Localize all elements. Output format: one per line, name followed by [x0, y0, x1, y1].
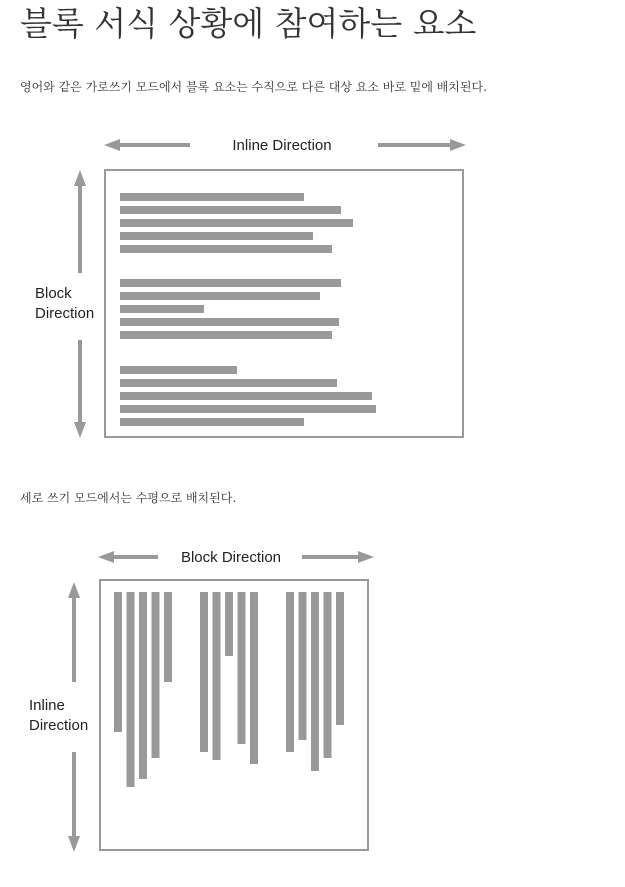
text-line — [120, 232, 313, 240]
inline-direction-label: Inline Direction — [232, 137, 332, 154]
text-column — [127, 592, 135, 787]
text-column — [139, 592, 147, 779]
text-column — [324, 592, 332, 758]
text-line — [120, 331, 332, 339]
block-direction-arrow-up — [74, 170, 86, 273]
text-column — [200, 592, 208, 752]
text-column — [164, 592, 172, 682]
block-direction-label-line1: Block — [35, 285, 72, 302]
text-column — [152, 592, 160, 758]
inline-direction-arrow-left — [104, 139, 190, 151]
text-line — [120, 245, 332, 253]
text-column — [311, 592, 319, 771]
text-line — [120, 193, 304, 201]
text-column — [299, 592, 307, 740]
text-line — [120, 292, 320, 300]
text-column — [238, 592, 246, 744]
block-columns — [114, 592, 344, 787]
text-column — [336, 592, 344, 725]
block-direction-label-line2: Direction — [35, 305, 95, 322]
block-direction-label: Block Direction — [180, 549, 282, 566]
text-line — [120, 279, 341, 287]
inline-direction-arrow-up — [68, 582, 80, 682]
inline-direction-label-line2: Direction — [29, 717, 89, 734]
page-title: 블록 서식 상황에 참여하는 요소 — [20, 4, 477, 43]
vertical-writing-diagram — [0, 540, 625, 870]
text-line — [120, 206, 341, 214]
text-line — [120, 379, 337, 387]
text-line — [120, 305, 204, 313]
inline-direction-label-line1: Inline — [29, 697, 65, 714]
vertical-mode-paragraph: 세로 쓰기 모드에서는 수평으로 배치된다. — [20, 491, 237, 505]
text-column — [286, 592, 294, 752]
text-line — [120, 405, 376, 413]
text-line — [120, 318, 339, 326]
block-direction-arrow-down — [74, 340, 86, 438]
text-column — [250, 592, 258, 764]
inline-direction-arrow-right — [378, 139, 466, 151]
block-direction-arrow-left — [98, 551, 158, 563]
text-column — [114, 592, 122, 732]
block-direction-arrow-right — [302, 551, 374, 563]
horizontal-writing-diagram — [0, 125, 625, 455]
text-line — [120, 392, 372, 400]
block-paragraphs — [120, 193, 376, 426]
text-column — [225, 592, 233, 656]
text-line — [120, 418, 304, 426]
text-line — [120, 219, 353, 227]
text-column — [213, 592, 221, 760]
inline-direction-arrow-down — [68, 752, 80, 852]
text-line — [120, 366, 237, 374]
intro-paragraph: 영어와 같은 가로쓰기 모드에서 블록 요소는 수직으로 다른 대상 요소 바로 밑에 배치된다. — [20, 80, 487, 94]
